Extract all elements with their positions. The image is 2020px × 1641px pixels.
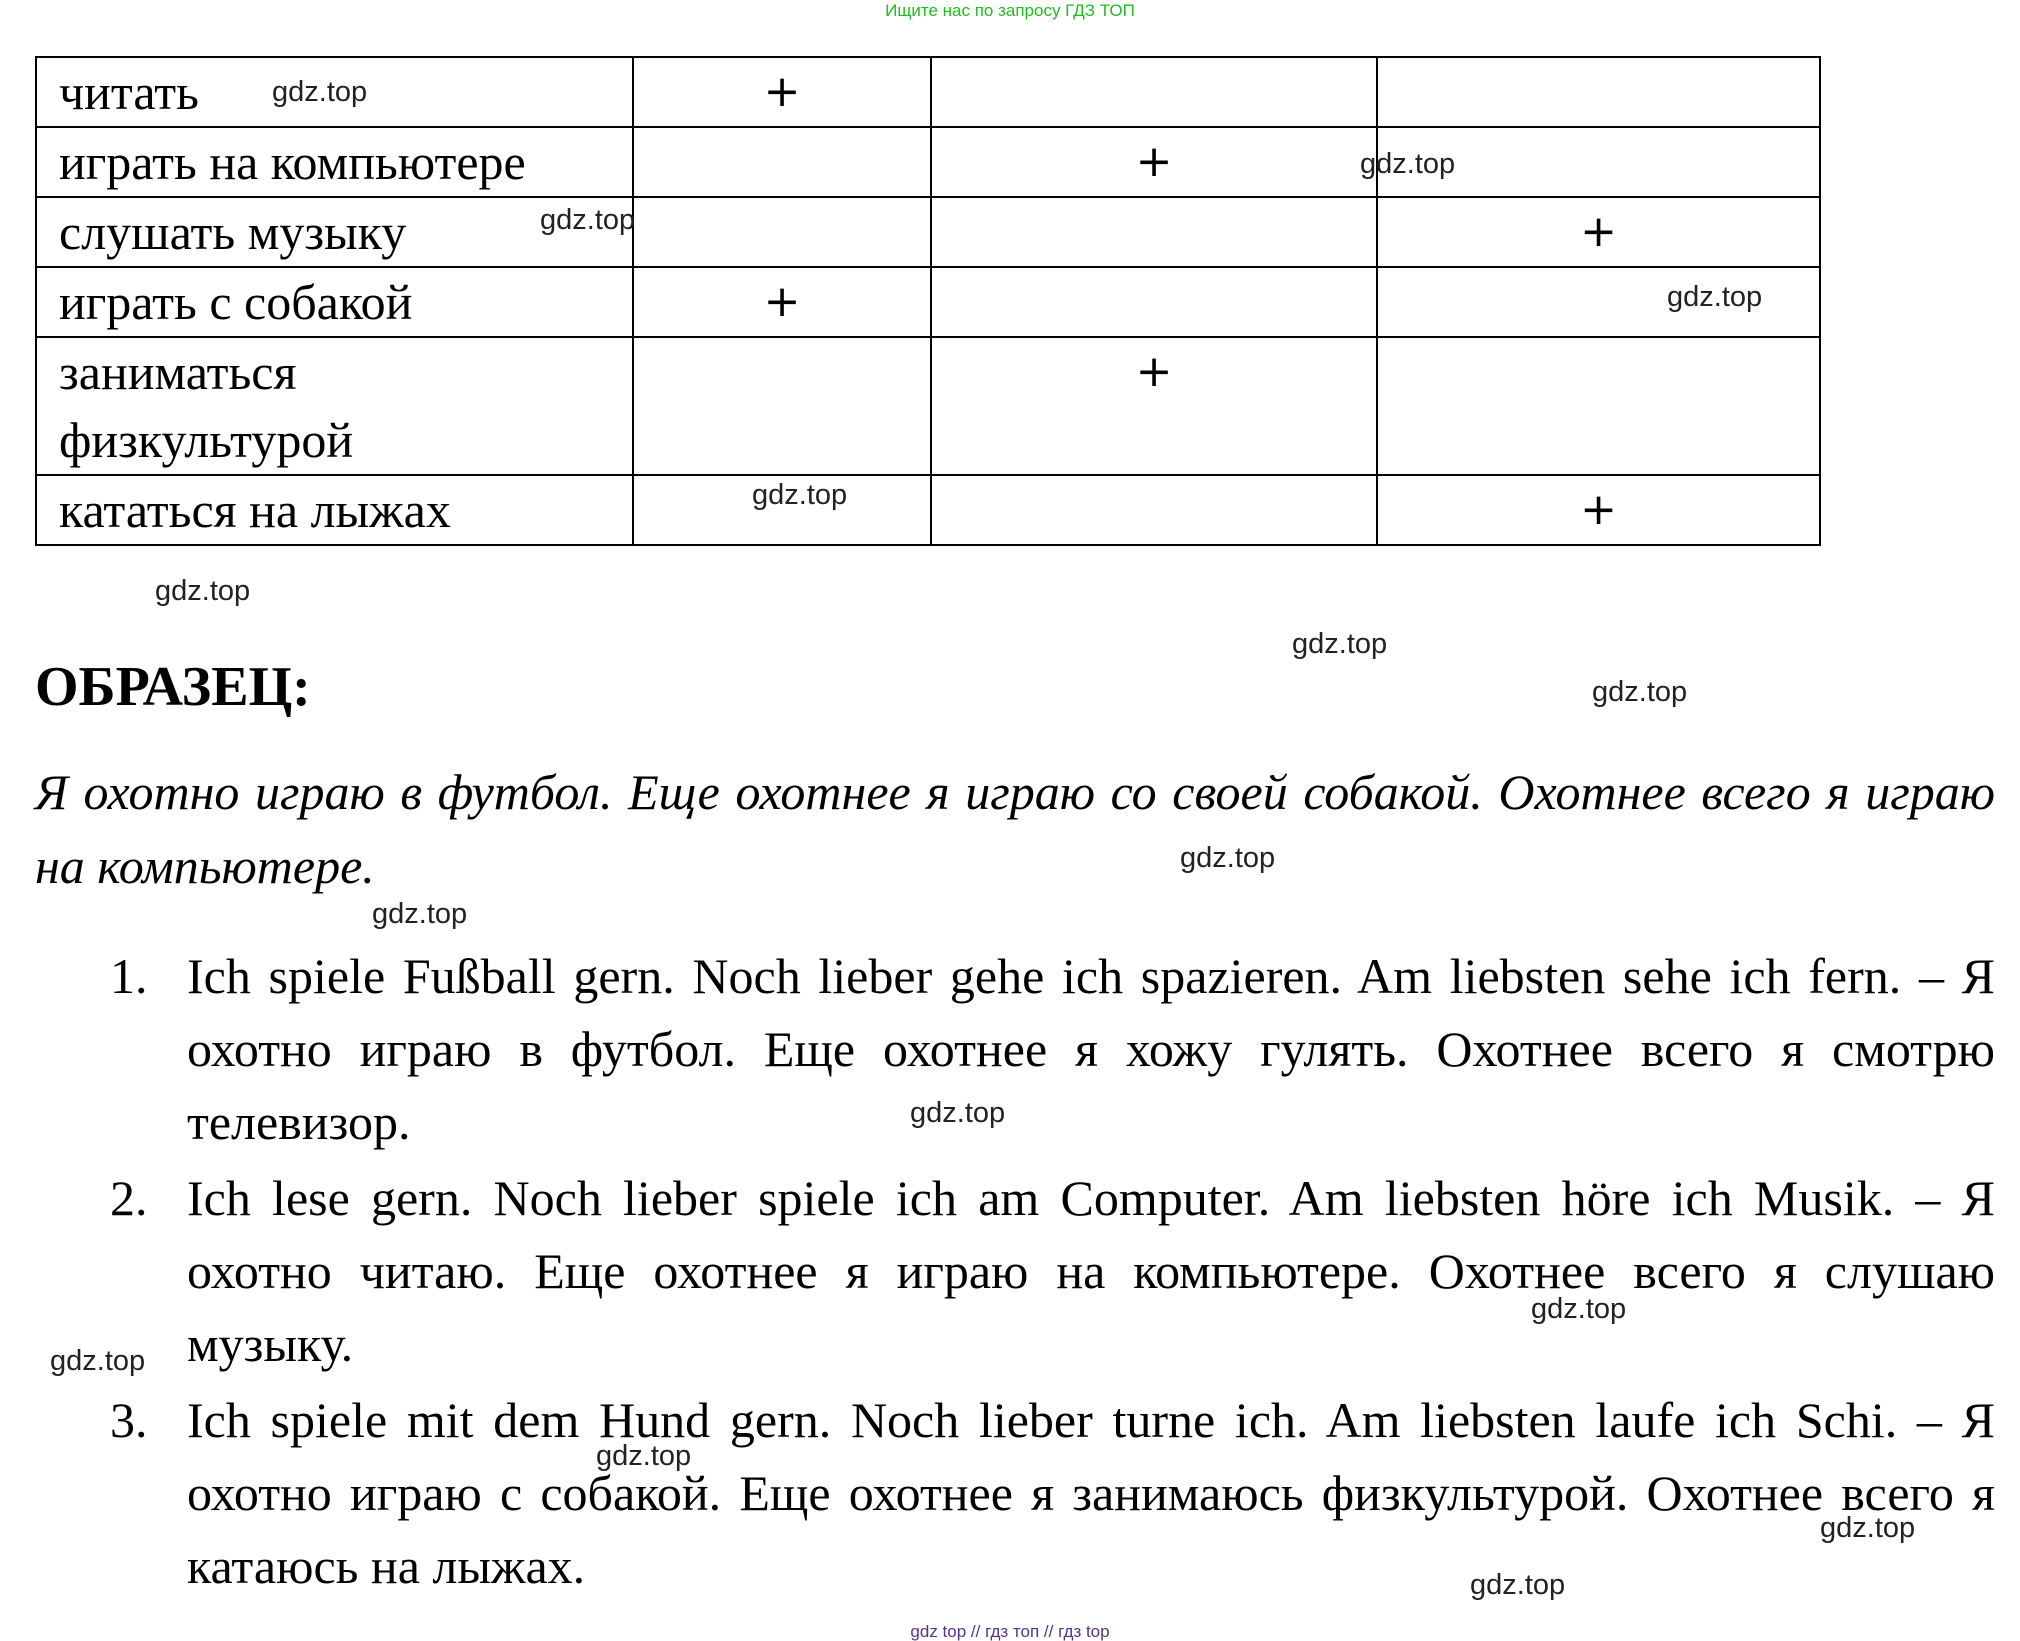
activity-cell: играть на компьютере <box>36 127 633 197</box>
item-number: 1. <box>110 948 148 1004</box>
item-text: Ich spiele mit dem Hund gern. Noch lieber turne ich. Am liebsten laufe ich Schi. – Я охотно играю с собакой. Еще охотнее я занимаюсь физкультурой. Охотнее всего я катаюсь на лыжах. <box>187 1392 1995 1594</box>
watermark: gdz.top <box>1531 1293 1627 1325</box>
table-row <box>36 197 1820 267</box>
list-item <box>35 940 1995 1159</box>
watermark: gdz.top <box>1470 1569 1566 1601</box>
activity-cell: читать <box>36 57 633 127</box>
watermark: gdz.top <box>372 898 468 930</box>
watermark: gdz.top <box>540 204 636 236</box>
watermark: gdz.top <box>1180 842 1276 874</box>
mark-cell <box>1377 57 1820 127</box>
mark-cell <box>1377 337 1820 475</box>
item-text: Ich spiele Fußball gern. Noch lieber gehe ich spazieren. Am liebsten sehe ich fern. – Я охотно играю в футбол. Еще охотнее я хожу гулять. Охотнее всего я смотрю телевизор. <box>187 948 1995 1150</box>
mark-cell <box>633 197 931 267</box>
watermark: gdz.top <box>1820 1512 1916 1544</box>
activity-cell: слушать музыку <box>36 197 633 267</box>
item-number: 3. <box>110 1392 148 1448</box>
footer-links: gdz top // гдз топ // гдз top <box>910 1622 1110 1641</box>
mark-cell: + <box>931 337 1377 475</box>
answers-list <box>35 940 1995 1606</box>
section-heading: ОБРАЗЕЦ: <box>35 656 311 718</box>
watermark: gdz.top <box>272 76 368 108</box>
list-item <box>35 1384 1995 1603</box>
activity-cell: играть с собакой <box>36 267 633 337</box>
mark-cell <box>633 337 931 475</box>
mark-cell <box>931 267 1377 337</box>
watermark: gdz.top <box>752 479 848 511</box>
item-number: 2. <box>110 1170 148 1226</box>
watermark: gdz.top <box>1292 628 1388 660</box>
mark-cell: + <box>1377 197 1820 267</box>
watermark: gdz.top <box>1360 148 1456 180</box>
watermark: gdz.top <box>50 1345 146 1377</box>
table-row <box>36 267 1820 337</box>
activity-cell: кататься на лыжах <box>36 475 633 545</box>
sample-text: Я охотно играю в футбол. Еще охотнее я играю со своей собакой. Охотнее всего я играю на компьютере. <box>35 764 1995 894</box>
top-banner: Ищите нас по запросу ГДЗ ТОП <box>885 1 1135 20</box>
watermark: gdz.top <box>910 1097 1006 1129</box>
table-row <box>36 337 1820 475</box>
watermark: gdz.top <box>596 1440 692 1472</box>
mark-cell: + <box>1377 475 1820 545</box>
mark-cell: + <box>633 57 931 127</box>
list-item <box>35 1162 1995 1381</box>
table-row <box>36 127 1820 197</box>
activity-cell <box>36 337 633 475</box>
mark-cell <box>931 475 1377 545</box>
mark-cell: + <box>633 267 931 337</box>
activity-text: заниматься физкультурой <box>59 344 354 468</box>
activities-table <box>35 56 1821 546</box>
mark-cell: + <box>931 127 1377 197</box>
item-text: Ich lese gern. Noch lieber spiele ich am Computer. Am liebsten höre ich Musik. – Я охотно читаю. Еще охотнее я играю на компьютере. Охотнее всего я слушаю музыку. <box>187 1170 1995 1372</box>
watermark: gdz.top <box>1667 281 1763 313</box>
mark-cell <box>931 57 1377 127</box>
watermark: gdz.top <box>1592 676 1688 708</box>
watermark: gdz.top <box>155 575 251 607</box>
mark-cell <box>931 197 1377 267</box>
mark-cell <box>633 127 931 197</box>
table-row <box>36 475 1820 545</box>
